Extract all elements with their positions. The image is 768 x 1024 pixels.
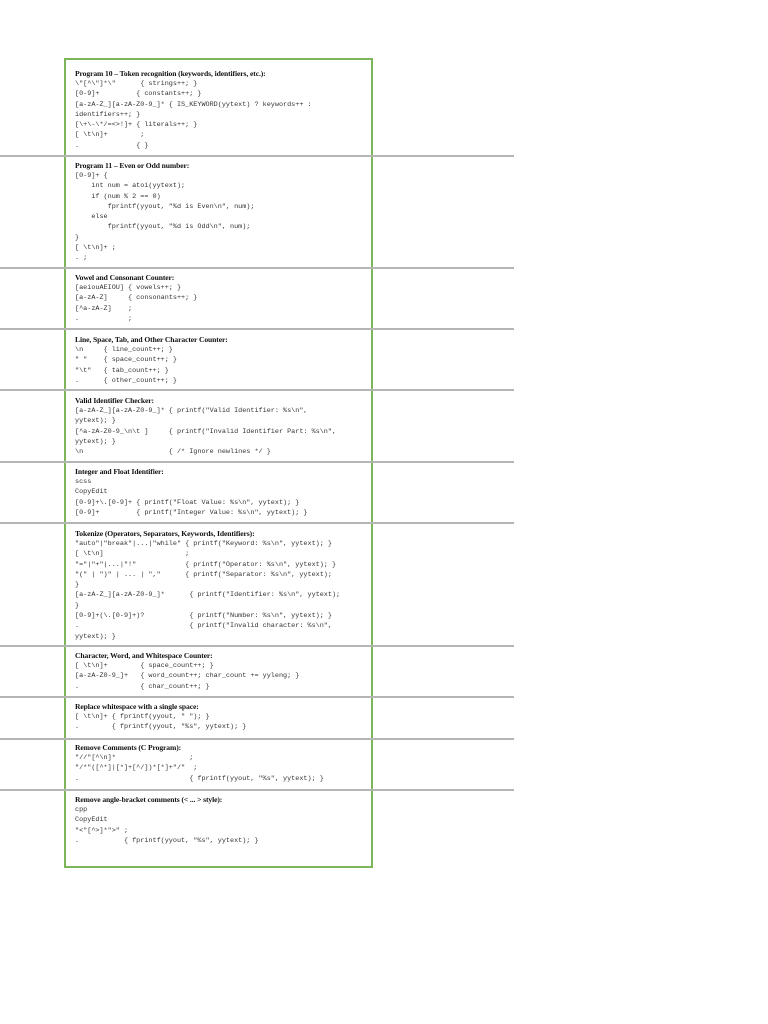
code-line: [^a-zA-Z0-9_\n\t ] { printf("Invalid Identifier Part: %s\n", bbox=[75, 427, 337, 436]
code-line: scss bbox=[75, 478, 92, 486]
section-token-recognition bbox=[75, 69, 371, 151]
section-angle-comments bbox=[75, 795, 371, 846]
code-line: yytext); } bbox=[75, 632, 116, 641]
code-line: identifiers++; } bbox=[75, 110, 141, 119]
code-line: "(" | ")" | ... | "," { printf("Separator: %s\n", yytext); bbox=[75, 570, 332, 579]
code-line: CopyEdit bbox=[75, 816, 108, 825]
code-line: [ \t\n]+ { space_count++; } bbox=[75, 662, 214, 670]
code-line: \"[^\"]*\" { strings++; } bbox=[75, 80, 198, 88]
section-divider bbox=[0, 696, 514, 698]
section-title: Program 11 – Even or Odd number: bbox=[75, 161, 190, 170]
section-title: Line, Space, Tab, and Other Character Counter: bbox=[75, 335, 228, 344]
section-divider bbox=[0, 738, 514, 740]
code-line: } bbox=[75, 581, 80, 590]
code-line: [a-zA-Z0-9_]+ { word_count++; char_count += yyleng; } bbox=[75, 672, 300, 681]
section-divider bbox=[0, 522, 514, 524]
code-line: . { printf("Invalid character: %s\n", bbox=[75, 622, 332, 631]
section-title: Vowel and Consonant Counter: bbox=[75, 273, 175, 282]
section-char-counter bbox=[75, 335, 371, 386]
code-line: . { fprintf(yyout, "%s", yytext); } bbox=[75, 723, 247, 732]
section-tokenize bbox=[75, 529, 371, 642]
code-line: . ; bbox=[75, 314, 133, 323]
code-line: " " { space_count++; } bbox=[75, 356, 177, 365]
code-line: [0-9]+ { bbox=[75, 172, 108, 180]
section-vowel-consonant bbox=[75, 273, 371, 324]
code-line: if (num % 2 == 0) bbox=[75, 192, 161, 201]
code-line: "<"[^>]*">" ; bbox=[75, 826, 129, 835]
section-title: Tokenize (Operators, Separators, Keywords, Identifiers): bbox=[75, 529, 255, 538]
code-line: "//"[^\n]* ; bbox=[75, 754, 194, 762]
section-identifier-checker bbox=[75, 396, 371, 457]
code-line: [a-zA-Z_][a-zA-Z0-9_]* { printf("Valid Identifier: %s\n", bbox=[75, 407, 308, 415]
section-divider bbox=[0, 789, 514, 791]
code-line: [^a-zA-Z] ; bbox=[75, 304, 133, 313]
code-line: \n { /* Ignore newlines */ } bbox=[75, 448, 271, 457]
section-title: Valid Identifier Checker: bbox=[75, 396, 154, 405]
code-line: "="|"+"|...|"!" { printf("Operator: %s\n", yytext); } bbox=[75, 560, 337, 569]
section-title: Integer and Float Identifier: bbox=[75, 467, 164, 476]
code-line: . ; bbox=[75, 254, 88, 263]
code-line: [a-zA-Z] { consonants++; } bbox=[75, 294, 198, 303]
section-title: Replace whitespace with a single space: bbox=[75, 702, 199, 711]
section-word-counter bbox=[75, 651, 371, 692]
section-divider bbox=[0, 155, 514, 157]
code-line: yytext); } bbox=[75, 437, 116, 446]
code-line: [aeiouAEIOU] { vowels++; } bbox=[75, 284, 182, 292]
code-line: [0-9]+\.[0-9]+ { printf("Float Value: %s\n", yytext); } bbox=[75, 498, 300, 507]
code-line: int num = atoi(yytext); bbox=[75, 182, 186, 191]
section-even-odd bbox=[75, 161, 371, 264]
code-line: fprintf(yyout, "%d is Odd\n", num); bbox=[75, 223, 251, 232]
section-title: Remove angle-bracket comments (< ... > style): bbox=[75, 795, 223, 804]
code-line: . { fprintf(yyout, "%s", yytext); } bbox=[75, 836, 259, 845]
code-line: } bbox=[75, 601, 80, 610]
code-line: else bbox=[75, 213, 108, 222]
section-int-float bbox=[75, 467, 371, 518]
code-line: [ \t\n]+ ; bbox=[75, 131, 145, 140]
code-line: cpp bbox=[75, 806, 88, 814]
code-line: "auto"|"break"|...|"while" { printf("Keyword: %s\n", yytext); } bbox=[75, 540, 332, 548]
section-divider bbox=[0, 389, 514, 391]
code-line: } bbox=[75, 233, 80, 242]
section-replace-whitespace bbox=[75, 702, 371, 733]
code-line: [ \t\n]+ { fprintf(yyout, " "); } bbox=[75, 713, 210, 721]
code-line: . { fprintf(yyout, "%s", yytext); } bbox=[75, 774, 324, 783]
code-line: "\t" { tab_count++; } bbox=[75, 366, 169, 375]
section-divider bbox=[0, 645, 514, 647]
code-line: [a-zA-Z_][a-zA-Z0-9_]* { printf("Identifier: %s\n", yytext); bbox=[75, 591, 341, 600]
code-line: [0-9]+ { printf("Integer Value: %s\n", yytext); } bbox=[75, 508, 308, 517]
code-line: [0-9]+(\.[0-9]+)? { printf("Number: %s\n", yytext); } bbox=[75, 612, 332, 621]
section-title: Character, Word, and Whitespace Counter: bbox=[75, 651, 213, 660]
section-title: Remove Comments (C Program): bbox=[75, 743, 182, 752]
code-line: . { other_count++; } bbox=[75, 376, 177, 385]
section-divider bbox=[0, 328, 514, 330]
section-divider bbox=[0, 267, 514, 269]
code-line: [0-9]+ { constants++; } bbox=[75, 90, 202, 99]
code-line: CopyEdit bbox=[75, 488, 108, 497]
code-line: . { } bbox=[75, 141, 149, 150]
section-remove-comments bbox=[75, 743, 371, 784]
section-title: Program 10 – Token recognition (keywords, identifiers, etc.): bbox=[75, 69, 266, 78]
code-line: \n { line_count++; } bbox=[75, 346, 173, 354]
code-line: fprintf(yyout, "%d is Even\n", num); bbox=[75, 202, 255, 211]
code-line: [ \t\n]+ ; bbox=[75, 244, 116, 253]
section-divider bbox=[0, 461, 514, 463]
code-line: yytext); } bbox=[75, 417, 116, 426]
code-line: [ \t\n] ; bbox=[75, 550, 190, 559]
code-line: [\+\-\*/=<>!]+ { literals++; } bbox=[75, 121, 198, 130]
code-line: . { char_count++; } bbox=[75, 682, 210, 691]
code-line: "/*"([^*]|[*]+[^/])*[*]+"/" ; bbox=[75, 764, 198, 773]
code-line: [a-zA-Z_][a-zA-Z0-9_]* { IS_KEYWORD(yytext) ? keywords++ : bbox=[75, 100, 312, 109]
